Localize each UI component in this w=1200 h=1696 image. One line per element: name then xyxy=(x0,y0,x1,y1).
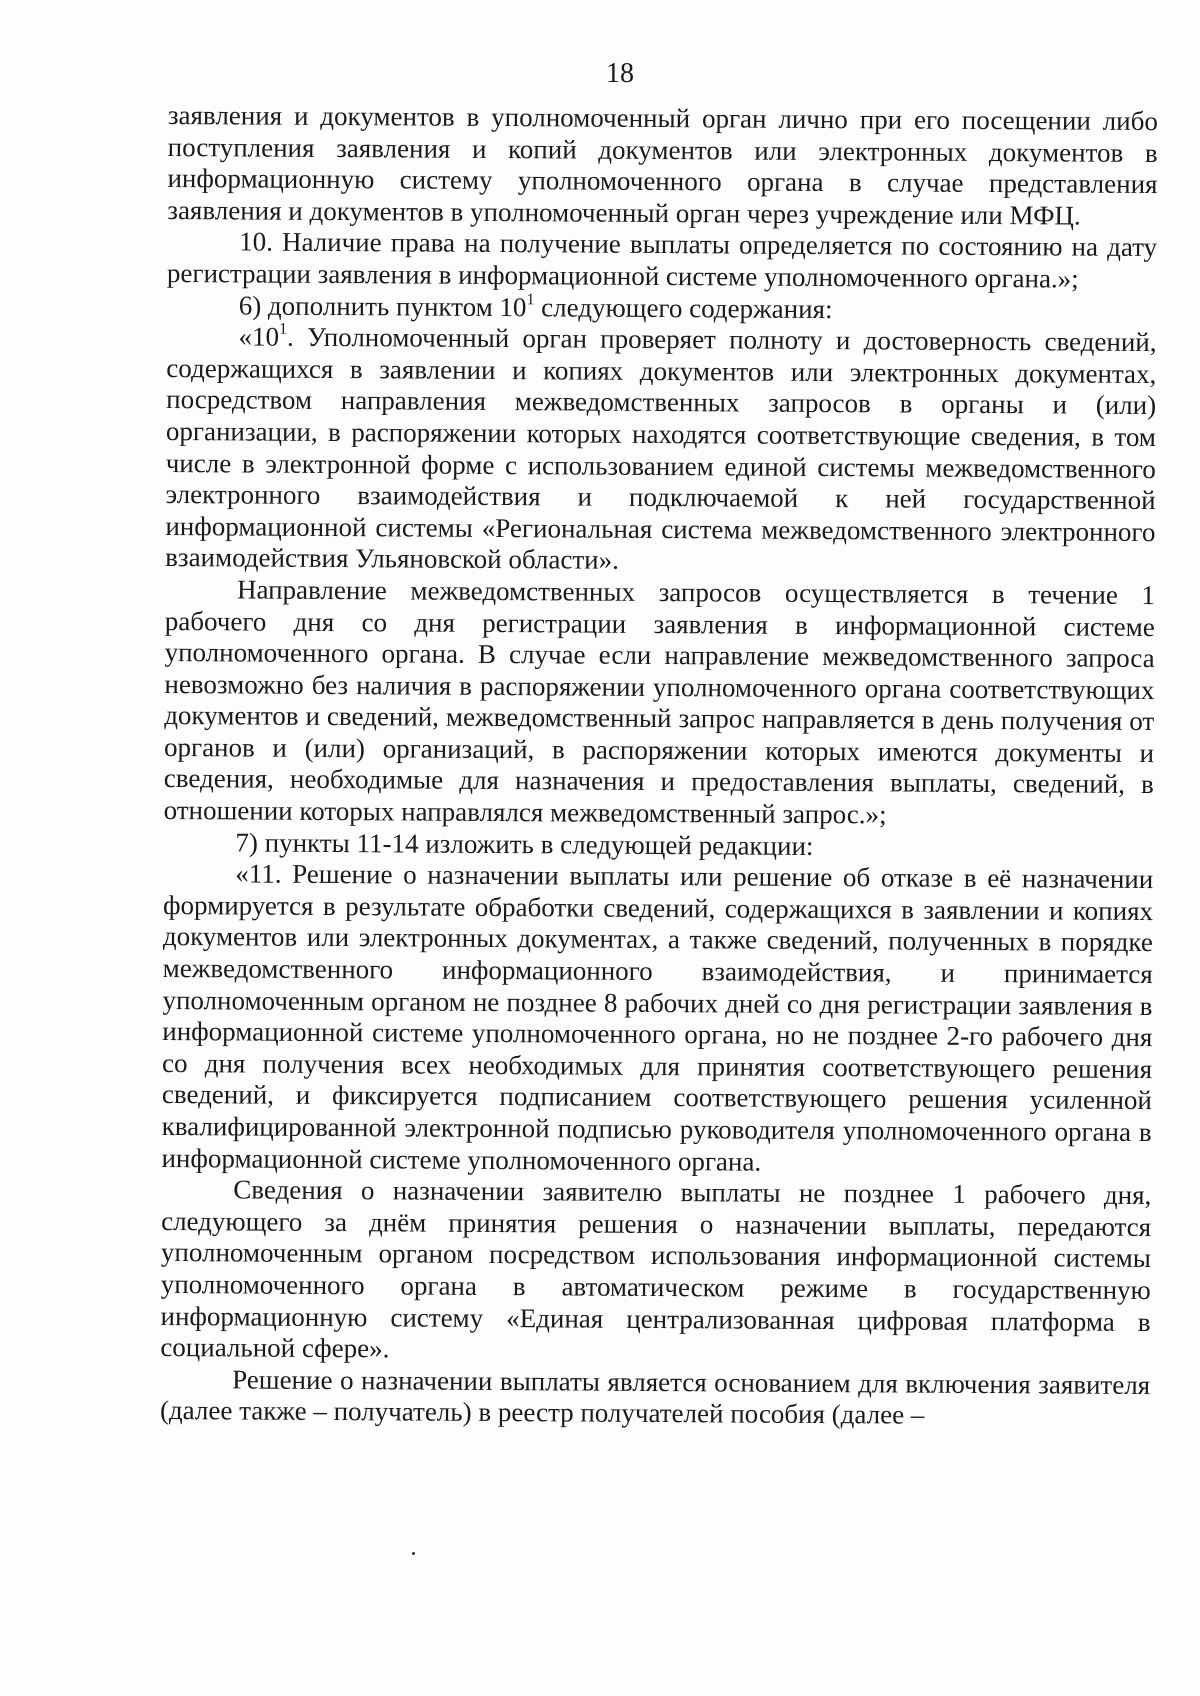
paragraph-item-10-1-text: . Уполномоченный орган проверяет полноту и достоверность сведений, содержащихся в заявлении и копиях документов или электронных документах, посредством направления межведомственных запросов в органы и (или) организации, в распоряжении которых находятся соответствующие сведения, в том числе в электронной форме с использованием единой системы межведомственного электронного взаимодействия и подключаемой к ней государственной информационной системы «Региональная система межведомственного электронного взаимодействия Ульяновской области». xyxy=(165,321,1157,576)
page-number: 18 xyxy=(606,58,634,89)
paragraph-item-11: «11. Решение о назначении выплаты или решение об отказе в её назначении формируется в результате обработки сведений, содержащихся в заявлении и копиях документов или электронных документах, а также сведений, полученных в порядке межведомственного информационного взаимодействия, и принимается уполномоченным органом не позднее 8 рабочих дней со дня регистрации заявления в информационной системе уполномоченного органа, но не позднее 2-го рабочего дня со дня получения всех необходимых для принятия соответствующего решения сведений, и фиксируется подписанием соответствующего решения усиленной квалифицированной электронной подписью руководителя уполномоченного органа в информационной системе уполномоченного органа. xyxy=(161,858,1154,1177)
paragraph-item-10: 10. Наличие права на получение выплаты определяется по состоянию на дату регистрации заявления в информационной системе уполномоченного органа.»; xyxy=(166,226,1158,294)
document-body xyxy=(160,100,1158,1433)
paragraph-amendment-6-text: 6) дополнить пунктом 10 xyxy=(238,289,527,322)
paragraph-notification: Сведения о назначении заявителю выплаты не позднее 1 рабочего дня, следующего за днём принятия решения о назначении выплаты, передаются уполномоченным органом посредством использования информационной системы уполномоченного органа в автоматическом режиме в государственную информационную систему «Единая централизованная цифровая платформа в социальной сфере». xyxy=(160,1174,1152,1364)
paragraph-interagency-requests: Направление межведомственных запросов осуществляется в течение 1 рабочего дня со дня регистрации заявления в информационной системе уполномоченного органа. В случае если направление межведомственного запроса невозможно без наличия в распоряжении уполномоченного органа соответствующих документов и сведений, межведомственный запрос направляется в день получения от органов и (или) организаций, в распоряжении которых имеются документы и сведения, необходимые для назначения и предоставления выплаты, сведений, в отношении которых направлялся межведомственный запрос.»; xyxy=(163,574,1156,830)
superscript: 1 xyxy=(526,290,535,308)
superscript: 1 xyxy=(279,320,288,338)
paragraph-item-10-1 xyxy=(165,321,1157,580)
paragraph-amendment-6-tail: следующего содержания: xyxy=(534,291,833,324)
scan-speck xyxy=(412,1552,415,1555)
paragraph-registry: Решение о назначении выплаты является основанием для включения заявителя (далее также – получатель) в реестр получателей пособия (далее – xyxy=(159,1364,1151,1430)
paragraph-continuation: заявления и документов в уполномоченный орган лично при его посещении либо поступления заявления и копий документов или электронных документов в информационную систему уполномоченного органа в случае представления заявления и документов в уполномоченный орган через учреждение или МФЦ. xyxy=(167,100,1158,231)
paragraph-item-10-1-number: «10 xyxy=(238,321,280,352)
paragraph-amendment-7: 7) пункты 11-14 изложить в следующей редакции: xyxy=(235,827,814,861)
